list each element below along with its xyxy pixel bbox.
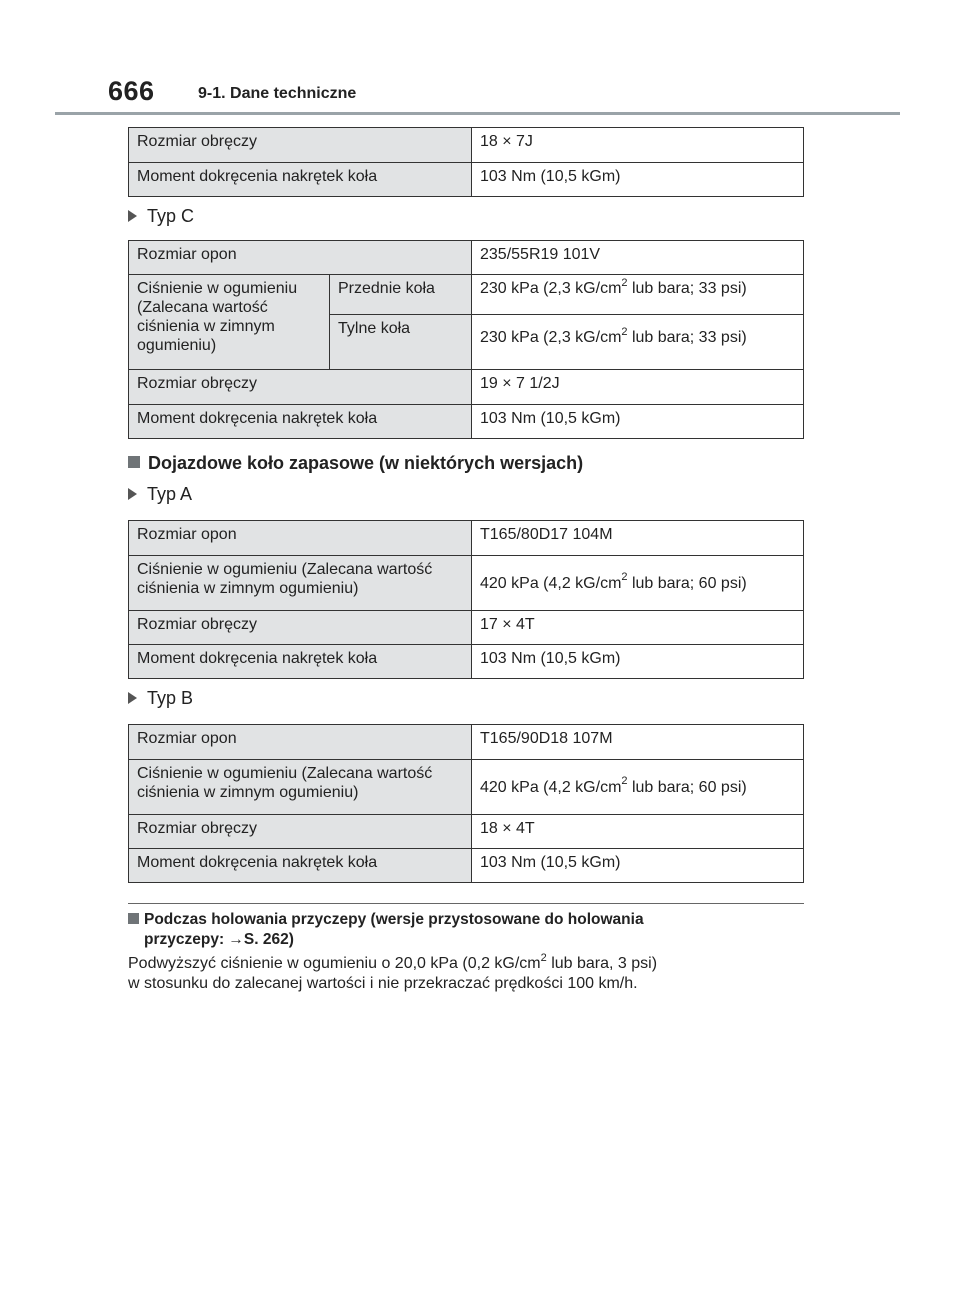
table-row — [129, 370, 804, 405]
front-wheels-label: Przednie koła — [330, 275, 472, 315]
table-row — [129, 815, 804, 849]
front-pressure-value: 230 kPa (2,3 $kG/cm^2$ lub bara; 33 psi) — [472, 275, 804, 315]
table-row — [129, 849, 804, 883]
torque-label: Moment dokręcenia nakrętek koła — [129, 849, 472, 883]
table-row — [129, 760, 804, 815]
pressure-label: Ciśnienie w ogumieniu (Zalecana wartość ciśnienia w zimnym ogumieniu) — [129, 275, 330, 370]
torque-value: 103 Nm (10,5 kGm) — [472, 405, 804, 439]
table-row — [129, 241, 804, 275]
tire-size-label: Rozmiar opon — [129, 521, 472, 556]
table-row — [129, 405, 804, 439]
header-divider — [55, 112, 900, 115]
table-row — [129, 163, 804, 197]
rim-size-label: Rozmiar obręczy — [129, 370, 472, 405]
torque-value: 103 Nm (10,5 kGm) — [472, 645, 804, 679]
type-a-heading: Typ A — [128, 482, 192, 506]
rear-wheels-label: Tylne koła — [330, 315, 472, 370]
square-bullet-icon — [128, 456, 140, 468]
square-bullet-icon — [128, 913, 139, 924]
torque-label: Moment dokręcenia nakrętek koła — [129, 405, 472, 439]
triangle-bullet-icon — [128, 692, 137, 704]
tire-size-label: Rozmiar opon — [129, 241, 472, 275]
torque-label: Moment dokręcenia nakrętek koła — [129, 645, 472, 679]
torque-value: 103 Nm (10,5 kGm) — [472, 849, 804, 883]
spare-wheel-heading: Dojazdowe koło zapasowe (w niektórych wersjach) — [128, 453, 583, 474]
pressure-value: 420 kPa (4,2 $kG/cm^2$ lub bara; 60 psi) — [472, 556, 804, 611]
triangle-bullet-icon — [128, 210, 137, 222]
rear-pressure-value: 230 kPa (2,3 $kG/cm^2$ lub bara; 33 psi) — [472, 315, 804, 370]
triangle-bullet-icon — [128, 488, 137, 500]
pressure-value: 420 kPa (4,2 $kG/cm^2$ lub bara; 60 psi) — [472, 760, 804, 815]
spec-table-type-a — [128, 520, 804, 679]
table-row — [129, 275, 804, 315]
table-row — [129, 521, 804, 556]
rim-size-value: 19 × 7 1/2J — [472, 370, 804, 405]
torque-label: Moment dokręcenia nakrętek koła — [129, 163, 472, 197]
spec-table-type-b — [128, 724, 804, 883]
spec-table-continued — [128, 127, 804, 197]
rim-size-label: Rozmiar obręczy — [129, 815, 472, 849]
tire-size-value: T165/90D18 107M — [472, 725, 804, 760]
table-row — [129, 645, 804, 679]
section-title: 9-1. Dane techniczne — [198, 85, 357, 102]
table-row — [129, 725, 804, 760]
spec-table-type-c — [128, 240, 804, 439]
rim-size-value: 17 × 4T — [472, 611, 804, 645]
towing-note-heading: Podczas holowania przyczepy (wersje przystosowane do holowania przyczepy: →S. 262) — [128, 910, 804, 950]
note-divider — [128, 903, 804, 904]
tire-size-value: T165/80D17 104M — [472, 521, 804, 556]
tire-size-label: Rozmiar opon — [129, 725, 472, 760]
type-b-heading: Typ B — [128, 686, 193, 710]
rim-size-label: Rozmiar obręczy — [129, 611, 472, 645]
tire-size-value: 235/55R19 101V — [472, 241, 804, 275]
type-c-heading: Typ C — [128, 204, 194, 228]
rim-size-label: Rozmiar obręczy — [129, 128, 472, 163]
page-header — [108, 74, 900, 114]
table-row — [129, 611, 804, 645]
table-row — [129, 128, 804, 163]
towing-note-body: Podwyższyć ciśnienie w ogumieniu o 20,0 kPa (0,2 $kG/cm^2$ lub bara, 3 psi) w stosunku do zalecanej wartości i nie przekraczać prędkości 100 km/h. — [128, 951, 658, 992]
pressure-label: Ciśnienie w ogumieniu (Zalecana wartość ciśnienia w zimnym ogumieniu) — [129, 760, 472, 815]
rim-size-value: 18 × 7J — [472, 128, 804, 163]
pressure-label: Ciśnienie w ogumieniu (Zalecana wartość ciśnienia w zimnym ogumieniu) — [129, 556, 472, 611]
page-number: 666 — [108, 76, 155, 106]
table-row — [129, 556, 804, 611]
torque-value: 103 Nm (10,5 kGm) — [472, 163, 804, 197]
rim-size-value: 18 × 4T — [472, 815, 804, 849]
